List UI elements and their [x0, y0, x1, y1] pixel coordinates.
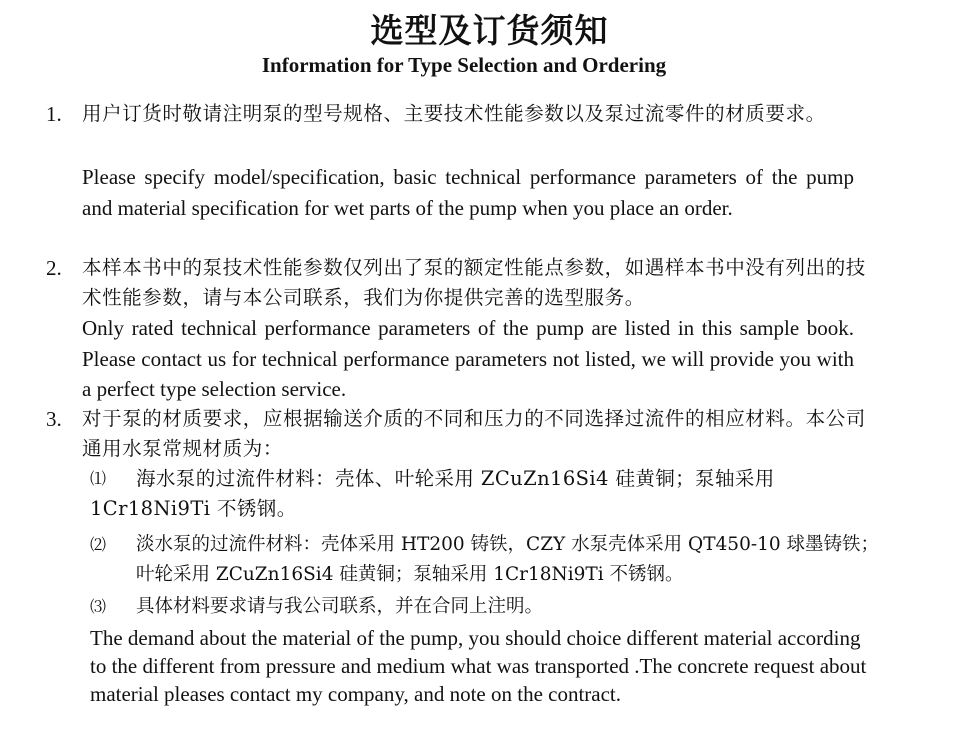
- item-2-english: Only rated technical performance parameters of the pump are listed in this sample book. Please contact us for technical performance parameters not listed, we will provide you with a perfect type selection service.: [82, 316, 854, 401]
- page-subtitle: Information for Type Selection and Ordering: [261, 53, 667, 77]
- item-3-sub-3-number: ⑶: [90, 597, 107, 616]
- item-2-chinese: 本样本书中的泵技术性能参数仅列出了泵的额定性能点参数，如遇样本书中没有列出的技术性能参数，请与本公司联系，我们为你提供完善的选型服务。: [82, 256, 866, 309]
- item-3-sub-1-text: 海水泵的过流件材料：壳体、叶轮采用 ZCuZn16Si4 硅黄铜；泵轴采用 1Cr18Ni9Ti 不锈钢。: [90, 467, 775, 520]
- item-3-sub-2-text: 淡水泵的过流件材料：壳体采用 HT200 铸铁，CZY 水泵壳体采用 QT450-10 球墨铸铁；叶轮采用 ZCuZn16Si4 硅黄铜；泵轴采用 1Cr18Ni9Ti 不锈钢。: [136, 534, 880, 585]
- item-3-sub-1-number: ⑴: [90, 469, 107, 488]
- item-1-chinese: 用户订货时敬请注明泵的型号规格、主要技术性能参数以及泵过流零件的材质要求。: [82, 102, 826, 125]
- item-3-english: The demand about the material of the pump, you should choice different material according to the different from pressure and medium what was transported .The concrete request about material pleases contact my company, and note on the contract.: [90, 626, 867, 706]
- item-3-number: 3.: [46, 407, 62, 431]
- item-2-number: 2.: [46, 256, 62, 280]
- item-3-sub-3-text: 具体材料要求请与我公司联系，并在合同上注明。: [136, 596, 544, 617]
- item-3-sub-2-number: ⑵: [90, 535, 107, 554]
- page-title: 选型及订货须知: [370, 11, 609, 50]
- item-1-number: 1.: [46, 102, 62, 126]
- item-1-english: Please specify model/specification, basic technical performance parameters of the pump and material specification for wet parts of the pump when you place an order.: [82, 165, 854, 220]
- item-3-chinese: 对于泵的材质要求，应根据输送介质的不同和压力的不同选择过流件的相应材料。本公司通用水泵常规材质为：: [82, 407, 866, 460]
